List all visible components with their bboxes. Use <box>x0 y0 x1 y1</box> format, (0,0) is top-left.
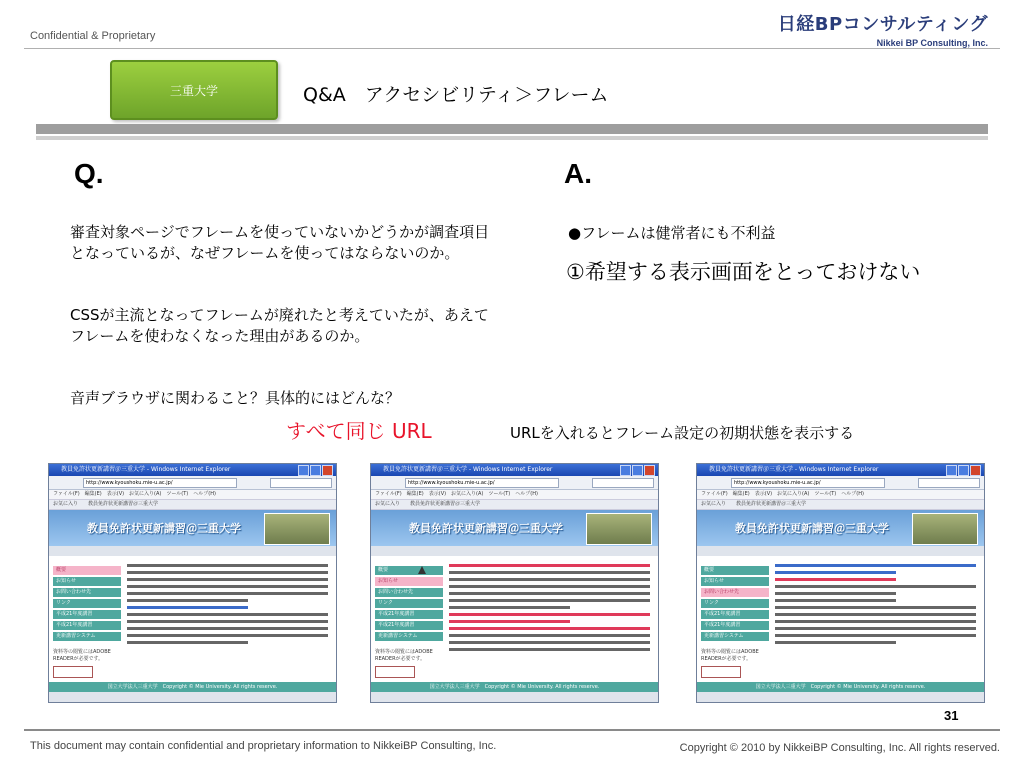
text-line <box>449 585 650 588</box>
favorites-bar: お気に入り 教員免許状更新講習＠三重大学 <box>371 500 658 510</box>
address-bar <box>49 476 336 490</box>
window-title: 教員免許状更新講習＠三重大学 - Windows Internet Explorer <box>709 466 879 473</box>
text-line <box>449 578 650 581</box>
site-nav <box>53 566 121 680</box>
same-url-note: すべて同じ URL <box>286 419 432 443</box>
site-header <box>49 510 336 546</box>
text-line <box>127 592 328 595</box>
header-photo <box>264 513 330 545</box>
text-line <box>449 634 650 637</box>
search-field <box>592 478 654 488</box>
header-photo <box>912 513 978 545</box>
maximize-icon <box>632 465 643 476</box>
nav-item: 平成21年度講習 <box>53 610 121 619</box>
page-body <box>371 556 658 692</box>
link-line <box>127 606 248 609</box>
confidential-label: Confidential & Proprietary <box>30 30 156 42</box>
favorites-bar: お気に入り 教員免許状更新講習＠三重大学 <box>697 500 984 510</box>
brand-name-en: Nikkei BP Consulting, Inc. <box>876 38 988 48</box>
text-line <box>449 571 650 574</box>
question-label: Q. <box>74 158 104 189</box>
text-line <box>127 613 328 616</box>
text-line <box>775 606 976 609</box>
link-line <box>775 564 976 567</box>
text-line <box>127 620 328 623</box>
adobe-reader-icon <box>53 666 93 678</box>
close-icon <box>322 465 333 476</box>
address-bar <box>371 476 658 490</box>
text-line <box>127 641 248 644</box>
nav-item: お問い合わせ先 <box>375 588 443 597</box>
maximize-icon <box>310 465 321 476</box>
footer-copyright: Copyright © 2010 by NikkeiBP Consulting, Inc. All rights reserved. <box>679 742 1000 754</box>
nav-item: 平成21年度講習 <box>701 610 769 619</box>
answer-label: A. <box>564 158 592 189</box>
nav-item: お問い合わせ先 <box>53 588 121 597</box>
window-titlebar <box>371 464 658 476</box>
page-number: 31 <box>944 708 959 723</box>
browser-screenshot-1 <box>48 463 337 703</box>
address-field: http://www.kyoushoku.mie-u.ac.jp/ <box>83 478 237 488</box>
link-line <box>775 578 896 581</box>
site-title: 教員免許状更新講習＠三重大学 <box>87 522 241 535</box>
nav-item: 概要 <box>701 566 769 575</box>
text-line <box>127 585 328 588</box>
site-footer: 国立大学法人三重大学 Copyright © Mie University. All rights reserve. <box>371 682 658 692</box>
text-line <box>775 620 976 623</box>
brand-logo <box>778 10 988 48</box>
nav-item: お知らせ <box>375 577 443 586</box>
slide-title: Q&A アクセシビリティ＞フレーム <box>303 84 609 106</box>
client-badge: 三重大学 <box>110 60 278 120</box>
nav-item: リンク <box>375 599 443 608</box>
question-paragraph-2: CSSが主流となってフレームが廃れたと考えていたが、あえてフレームを使わなくなった理由があるのか。 <box>70 306 489 345</box>
site-title: 教員免許状更新講習＠三重大学 <box>409 522 563 535</box>
answer-point-2: ①希望する表示画面をとっておけない <box>566 260 921 284</box>
nav-item: お知らせ <box>53 577 121 586</box>
nav-item: 更新講習システム <box>375 632 443 641</box>
text-line <box>775 585 976 588</box>
browser-screenshot-2 <box>370 463 659 703</box>
title-bar-shadow <box>36 136 988 140</box>
title-bar <box>36 124 988 134</box>
text-line <box>449 641 650 644</box>
question-paragraph-1: 審査対象ページでフレームを使っていないかどうかが調査項目となっているが、なぜフレームを使ってはならないのか。 <box>70 223 490 262</box>
window-titlebar <box>697 464 984 476</box>
window-titlebar <box>49 464 336 476</box>
text-line <box>127 564 328 567</box>
cursor-icon <box>418 566 426 574</box>
page-content <box>127 564 328 690</box>
page-content <box>775 564 976 690</box>
header-photo <box>586 513 652 545</box>
site-nav <box>375 566 443 680</box>
nav-item: リンク <box>701 599 769 608</box>
address-field: http://www.kyoushoku.mie-u.ac.jp/ <box>405 478 559 488</box>
close-icon <box>970 465 981 476</box>
text-line <box>127 599 248 602</box>
brand-name-jp: 日経BPコンサルティング <box>777 14 988 35</box>
text-line <box>775 592 896 595</box>
nav-item: 平成21年度講習 <box>375 610 443 619</box>
link-line <box>775 571 896 574</box>
text-line <box>775 613 976 616</box>
close-icon <box>644 465 655 476</box>
minimize-icon <box>620 465 631 476</box>
site-footer: 国立大学法人三重大学 Copyright © Mie University. All rights reserve. <box>697 682 984 692</box>
text-line <box>449 606 570 609</box>
news-headline <box>449 620 570 623</box>
nav-item: お知らせ <box>701 577 769 586</box>
news-headline <box>449 627 650 630</box>
nav-item: 更新講習システム <box>53 632 121 641</box>
text-line <box>127 578 328 581</box>
nav-item: 平成21年度講習 <box>701 621 769 630</box>
window-title: 教員免許状更新講習＠三重大学 - Windows Internet Explorer <box>61 466 231 473</box>
maximize-icon <box>958 465 969 476</box>
text-line <box>449 592 650 595</box>
address-field: http://www.kyoushoku.mie-u.ac.jp/ <box>731 478 885 488</box>
text-line <box>127 634 328 637</box>
browser-screenshot-3 <box>696 463 985 703</box>
answer-point-1: ●フレームは健常者にも不利益 <box>568 224 776 242</box>
nav-item: 概要 <box>375 566 443 575</box>
text-line <box>127 627 328 630</box>
text-line <box>449 599 650 602</box>
site-nav <box>701 566 769 680</box>
page-body <box>49 556 336 692</box>
site-header <box>697 510 984 546</box>
nav-item: 平成21年度講習 <box>53 621 121 630</box>
site-header <box>371 510 658 546</box>
adobe-reader-icon <box>701 666 741 678</box>
nav-item: 更新講習システム <box>701 632 769 641</box>
nav-item: お問い合わせ先 <box>701 588 769 597</box>
search-field <box>270 478 332 488</box>
text-line <box>775 627 976 630</box>
text-line <box>775 641 896 644</box>
minimize-icon <box>298 465 309 476</box>
menu-bar: ファイル(F) 編集(E) 表示(V) お気に入り(A) ツール(T) ヘルプ(H) <box>371 490 658 500</box>
text-line <box>775 634 976 637</box>
menu-bar: ファイル(F) 編集(E) 表示(V) お気に入り(A) ツール(T) ヘルプ(H) <box>49 490 336 500</box>
adobe-reader-icon <box>375 666 415 678</box>
news-headline <box>449 613 650 616</box>
footer-disclaimer: This document may contain confidential and proprietary information to NikkeiBP Consulting, Inc. <box>30 740 497 752</box>
reader-note: 資料等の閲覧にはADOBE READERが必要です。 <box>375 649 433 662</box>
nav-item: リンク <box>53 599 121 608</box>
reader-note: 資料等の閲覧にはADOBE READERが必要です。 <box>53 649 111 662</box>
search-field <box>918 478 980 488</box>
menu-bar: ファイル(F) 編集(E) 表示(V) お気に入り(A) ツール(T) ヘルプ(H) <box>697 490 984 500</box>
minimize-icon <box>946 465 957 476</box>
favorites-bar: お気に入り 教員免許状更新講習＠三重大学 <box>49 500 336 510</box>
url-note: URLを入れるとフレーム設定の初期状態を表示する <box>510 424 855 442</box>
page-body <box>697 556 984 692</box>
footer-divider <box>24 729 1000 731</box>
window-title: 教員免許状更新講習＠三重大学 - Windows Internet Explorer <box>383 466 553 473</box>
news-headline <box>449 564 650 567</box>
site-footer: 国立大学法人三重大学 Copyright © Mie University. All rights reserve. <box>49 682 336 692</box>
text-line <box>775 599 896 602</box>
header-divider <box>24 48 1000 49</box>
address-bar <box>697 476 984 490</box>
site-title: 教員免許状更新講習＠三重大学 <box>735 522 889 535</box>
reader-note: 資料等の閲覧にはADOBE READERが必要です。 <box>701 649 759 662</box>
question-paragraph-3: 音声ブラウザに関わること？具体的にはどんな？ <box>70 389 401 407</box>
text-line <box>449 648 650 651</box>
text-line <box>127 571 328 574</box>
page-content <box>449 564 650 690</box>
nav-item: 概要 <box>53 566 121 575</box>
nav-item: 平成21年度講習 <box>375 621 443 630</box>
